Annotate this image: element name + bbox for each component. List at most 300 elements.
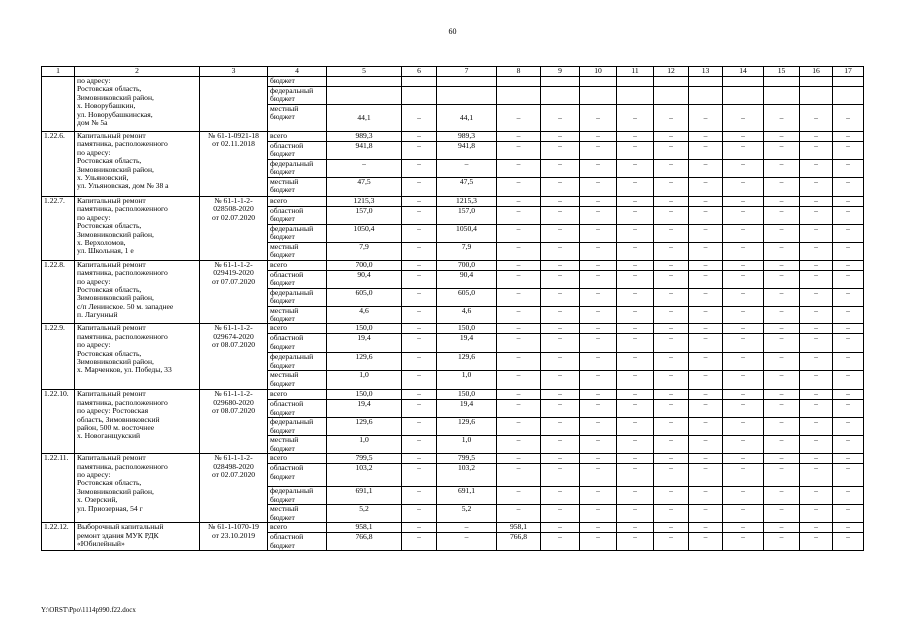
text-line: по адресу: <box>77 276 111 286</box>
value-cell: – <box>580 533 617 551</box>
funding-source-cell: местный бюджет <box>268 178 327 197</box>
text-line: х. Новоганщукский <box>77 431 141 441</box>
value-cell: – <box>833 390 864 400</box>
value-cell: 691,1 <box>327 487 402 505</box>
funding-source-cell: областной бюджет <box>268 533 327 551</box>
table-row <box>42 197 864 207</box>
text-line: 028508-2020 <box>213 204 254 214</box>
value-cell <box>327 77 402 87</box>
funding-source-cell: федеральный бюджет <box>268 353 327 371</box>
value-cell: – <box>617 243 654 261</box>
value-cell: – <box>689 105 723 132</box>
value-cell: – <box>497 270 541 288</box>
value-cell: – <box>541 260 580 270</box>
text-line: № 61-1-1-2- <box>214 453 253 463</box>
value-cell <box>833 87 864 105</box>
value-cell: – <box>402 243 437 261</box>
column-number-header: 14 <box>723 67 764 77</box>
value-cell: 1,0 <box>327 371 402 390</box>
table-row <box>42 324 864 334</box>
value-cell: – <box>800 523 833 533</box>
value-cell: – <box>833 371 864 390</box>
value-cell: 150,0 <box>437 324 497 334</box>
value-cell: – <box>617 105 654 132</box>
column-number-header: 1 <box>42 67 75 77</box>
value-cell: – <box>541 390 580 400</box>
value-cell: – <box>402 132 437 142</box>
column-number-header: 13 <box>689 67 723 77</box>
value-cell: – <box>497 207 541 225</box>
text-line: Капитальный ремонт <box>77 453 146 463</box>
text-line: № 61-1-0921-18 <box>208 131 259 140</box>
value-cell: 766,8 <box>497 533 541 551</box>
value-cell: – <box>402 390 437 400</box>
value-cell: – <box>617 371 654 390</box>
value-cell: – <box>497 178 541 197</box>
value-cell: 47,5 <box>437 178 497 197</box>
value-cell: – <box>402 142 437 160</box>
value-cell: 989,3 <box>327 132 402 142</box>
column-number-row <box>42 67 864 77</box>
value-cell: – <box>654 160 689 178</box>
value-cell: – <box>497 260 541 270</box>
value-cell: – <box>402 523 437 533</box>
value-cell: – <box>617 464 654 487</box>
text-line: район, 500 м. восточнее <box>77 423 155 433</box>
value-cell: – <box>833 288 864 306</box>
value-cell: – <box>654 371 689 390</box>
object-cell <box>75 390 200 454</box>
value-cell: – <box>764 105 800 132</box>
value-cell: – <box>764 306 800 324</box>
value-cell: – <box>541 142 580 160</box>
value-cell: – <box>497 243 541 261</box>
value-cell: – <box>689 505 723 523</box>
entry-number-cell: 1.22.7. <box>42 197 75 261</box>
value-cell <box>327 87 402 105</box>
text-line: № 61-1-1-2- <box>214 196 253 205</box>
value-cell: 44,1 <box>327 105 402 132</box>
value-cell: – <box>800 353 833 371</box>
value-cell <box>689 87 723 105</box>
value-cell: – <box>723 142 764 160</box>
value-cell: – <box>580 390 617 400</box>
value-cell: – <box>654 197 689 207</box>
column-number-header: 15 <box>764 67 800 77</box>
text-line: от 07.07.2020 <box>211 276 256 286</box>
value-cell: – <box>654 505 689 523</box>
value-cell: – <box>654 487 689 505</box>
value-cell: – <box>833 454 864 464</box>
footer-file-path: Y:\ORST\Ppo\1114p990.f22.docx <box>41 606 136 614</box>
value-cell: – <box>402 533 437 551</box>
value-cell: – <box>689 334 723 353</box>
value-cell <box>764 77 800 87</box>
value-cell: 90,4 <box>327 270 402 288</box>
value-cell: 958,1 <box>497 523 541 533</box>
value-cell: 5,2 <box>327 505 402 523</box>
value-cell: – <box>764 400 800 418</box>
value-cell: – <box>723 132 764 142</box>
value-cell: – <box>580 132 617 142</box>
value-cell <box>617 77 654 87</box>
object-cell <box>75 197 200 261</box>
value-cell: – <box>580 353 617 371</box>
value-cell: – <box>800 418 833 436</box>
value-cell: – <box>580 371 617 390</box>
value-cell: – <box>723 334 764 353</box>
text-line: Ростовская область, <box>77 285 142 295</box>
text-line: п. Лагунный <box>77 310 118 320</box>
text-line: памятника, расположенного <box>77 331 168 341</box>
column-number-header: 3 <box>200 67 268 77</box>
text-line: Ростовская область, <box>77 84 142 94</box>
value-cell: – <box>689 243 723 261</box>
value-cell: – <box>402 160 437 178</box>
value-cell: – <box>723 390 764 400</box>
value-cell: – <box>654 390 689 400</box>
text-line: памятника, расположенного <box>77 461 168 471</box>
value-cell: – <box>833 505 864 523</box>
value-cell: – <box>723 306 764 324</box>
text-line: от 23.10.2019 <box>211 530 256 540</box>
value-cell <box>764 87 800 105</box>
text-line: 029680-2020 <box>213 397 254 407</box>
value-cell: – <box>689 288 723 306</box>
value-cell: – <box>833 306 864 324</box>
funding-source-cell: федеральный бюджет <box>268 225 327 243</box>
entry-number-cell: 1.22.12. <box>42 523 75 551</box>
value-cell: – <box>497 390 541 400</box>
funding-source-cell: местный бюджет <box>268 306 327 324</box>
value-cell: – <box>654 436 689 454</box>
value-cell: – <box>402 105 437 132</box>
value-cell: – <box>541 334 580 353</box>
value-cell: – <box>833 260 864 270</box>
value-cell: – <box>617 334 654 353</box>
value-cell: – <box>689 178 723 197</box>
value-cell: – <box>580 178 617 197</box>
value-cell: – <box>833 207 864 225</box>
value-cell <box>800 77 833 87</box>
value-cell: – <box>497 487 541 505</box>
value-cell: – <box>764 505 800 523</box>
value-cell: – <box>541 324 580 334</box>
funding-source-cell: всего <box>268 454 327 464</box>
value-cell: – <box>654 334 689 353</box>
document-cell <box>200 197 268 261</box>
value-cell: – <box>580 334 617 353</box>
text-line: Ростовская область, <box>77 156 142 166</box>
value-cell: – <box>541 464 580 487</box>
value-cell: – <box>541 132 580 142</box>
value-cell <box>541 87 580 105</box>
entry-number-cell: 1.22.11. <box>42 454 75 523</box>
value-cell: – <box>497 105 541 132</box>
text-line: памятника, расположенного <box>77 204 168 214</box>
text-line: х. Верхоломов, <box>77 238 126 248</box>
funding-source-cell: всего <box>268 197 327 207</box>
text-line: область, Зимовниковский <box>77 414 160 424</box>
value-cell: – <box>541 160 580 178</box>
value-cell: – <box>497 132 541 142</box>
value-cell: – <box>723 400 764 418</box>
value-cell: – <box>617 288 654 306</box>
value-cell: – <box>580 270 617 288</box>
text-line: Зимовниковский район, <box>77 92 154 102</box>
value-cell: – <box>654 400 689 418</box>
value-cell: – <box>497 306 541 324</box>
value-cell: – <box>654 178 689 197</box>
value-cell: – <box>723 178 764 197</box>
value-cell: – <box>617 197 654 207</box>
value-cell: – <box>617 142 654 160</box>
text-line: Зимовниковский район, <box>77 486 154 496</box>
document-cell <box>200 454 268 523</box>
value-cell: 129,6 <box>327 418 402 436</box>
value-cell: – <box>723 207 764 225</box>
value-cell: – <box>541 288 580 306</box>
value-cell: – <box>402 418 437 436</box>
object-cell <box>75 454 200 523</box>
value-cell: – <box>764 197 800 207</box>
value-cell: 5,2 <box>437 505 497 523</box>
value-cell: 4,6 <box>437 306 497 324</box>
object-cell <box>75 260 200 324</box>
text-line: Капитальный ремонт <box>77 131 146 140</box>
text-line: памятника, расположенного <box>77 268 168 278</box>
value-cell: – <box>800 142 833 160</box>
value-cell: – <box>723 371 764 390</box>
value-cell: – <box>654 207 689 225</box>
value-cell: 103,2 <box>437 464 497 487</box>
value-cell: – <box>764 243 800 261</box>
value-cell <box>723 87 764 105</box>
value-cell <box>497 77 541 87</box>
value-cell: – <box>580 288 617 306</box>
value-cell: – <box>723 353 764 371</box>
column-number-header: 7 <box>437 67 497 77</box>
budget-table <box>41 66 864 551</box>
value-cell: – <box>764 142 800 160</box>
value-cell: – <box>689 142 723 160</box>
value-cell: – <box>437 523 497 533</box>
text-line: от 08.07.2020 <box>211 340 256 350</box>
text-line: памятника, расположенного <box>77 397 168 407</box>
value-cell <box>654 77 689 87</box>
funding-source-cell: областной бюджет <box>268 207 327 225</box>
value-cell: – <box>617 324 654 334</box>
value-cell: – <box>580 197 617 207</box>
value-cell: – <box>654 260 689 270</box>
value-cell: – <box>617 390 654 400</box>
value-cell: – <box>402 260 437 270</box>
value-cell: – <box>402 464 437 487</box>
value-cell: – <box>541 353 580 371</box>
value-cell: – <box>437 533 497 551</box>
value-cell: – <box>654 225 689 243</box>
value-cell: 4,6 <box>327 306 402 324</box>
value-cell: – <box>580 142 617 160</box>
value-cell: – <box>833 142 864 160</box>
value-cell: – <box>764 324 800 334</box>
value-cell: – <box>497 400 541 418</box>
value-cell: – <box>617 306 654 324</box>
value-cell: – <box>800 454 833 464</box>
value-cell: 766,8 <box>327 533 402 551</box>
text-line: Ростовская область, <box>77 478 142 488</box>
value-cell: – <box>800 197 833 207</box>
value-cell: – <box>764 454 800 464</box>
value-cell: – <box>723 324 764 334</box>
value-cell: – <box>497 418 541 436</box>
text-line: № 61-1-1-2- <box>214 389 253 399</box>
value-cell: 1215,3 <box>437 197 497 207</box>
value-cell: 129,6 <box>437 353 497 371</box>
value-cell: – <box>723 243 764 261</box>
value-cell: – <box>800 371 833 390</box>
value-cell <box>437 87 497 105</box>
value-cell: 799,5 <box>327 454 402 464</box>
value-cell: 1215,3 <box>327 197 402 207</box>
value-cell: – <box>833 243 864 261</box>
text-line: Зимовниковский район, <box>77 229 154 239</box>
value-cell: – <box>689 533 723 551</box>
value-cell: – <box>437 160 497 178</box>
value-cell: – <box>833 270 864 288</box>
value-cell: – <box>723 105 764 132</box>
entry-number-cell: 1.22.9. <box>42 324 75 390</box>
value-cell: – <box>723 288 764 306</box>
value-cell <box>437 77 497 87</box>
value-cell: – <box>764 334 800 353</box>
value-cell: – <box>764 436 800 454</box>
text-line: Зимовниковский район, <box>77 357 154 367</box>
column-number-header: 2 <box>75 67 200 77</box>
value-cell: – <box>723 270 764 288</box>
text-line: по адресу: <box>77 340 111 350</box>
column-number-header: 11 <box>617 67 654 77</box>
value-cell: – <box>580 105 617 132</box>
value-cell: – <box>800 334 833 353</box>
value-cell: – <box>617 132 654 142</box>
value-cell: – <box>833 160 864 178</box>
value-cell: – <box>764 533 800 551</box>
funding-source-cell: областной бюджет <box>268 464 327 487</box>
value-cell: – <box>723 533 764 551</box>
value-cell: – <box>833 400 864 418</box>
value-cell: – <box>654 270 689 288</box>
value-cell: – <box>541 371 580 390</box>
value-cell: – <box>833 418 864 436</box>
value-cell: – <box>654 288 689 306</box>
value-cell: – <box>654 418 689 436</box>
value-cell: – <box>541 487 580 505</box>
value-cell: – <box>689 464 723 487</box>
object-cell <box>75 324 200 390</box>
value-cell: – <box>800 505 833 523</box>
table-row <box>42 260 864 270</box>
value-cell: 1,0 <box>437 436 497 454</box>
text-line: 028498-2020 <box>213 461 254 471</box>
value-cell <box>497 87 541 105</box>
value-cell: 103,2 <box>327 464 402 487</box>
value-cell <box>654 87 689 105</box>
value-cell: – <box>402 270 437 288</box>
text-line: Капитальный ремонт <box>77 323 146 333</box>
value-cell: – <box>541 225 580 243</box>
value-cell: – <box>654 105 689 132</box>
value-cell: – <box>800 207 833 225</box>
value-cell: – <box>800 306 833 324</box>
value-cell: 1,0 <box>437 371 497 390</box>
value-cell: – <box>617 533 654 551</box>
value-cell: 19,4 <box>327 334 402 353</box>
funding-source-cell: местный бюджет <box>268 436 327 454</box>
value-cell <box>402 77 437 87</box>
funding-source-cell: бюджет <box>268 77 327 87</box>
document-cell <box>200 260 268 324</box>
value-cell: – <box>497 353 541 371</box>
entry-number-cell <box>42 77 75 132</box>
value-cell: – <box>723 487 764 505</box>
value-cell: – <box>541 400 580 418</box>
value-cell: – <box>654 454 689 464</box>
value-cell: 691,1 <box>437 487 497 505</box>
value-cell: – <box>497 334 541 353</box>
value-cell: – <box>654 132 689 142</box>
value-cell: – <box>580 400 617 418</box>
value-cell <box>580 77 617 87</box>
value-cell: – <box>402 324 437 334</box>
table-row <box>42 523 864 533</box>
value-cell: – <box>689 225 723 243</box>
value-cell: – <box>402 334 437 353</box>
funding-source-cell: местный бюджет <box>268 371 327 390</box>
value-cell: – <box>654 243 689 261</box>
value-cell: – <box>689 160 723 178</box>
value-cell: 90,4 <box>437 270 497 288</box>
value-cell: – <box>800 160 833 178</box>
value-cell: – <box>800 533 833 551</box>
value-cell: 799,5 <box>437 454 497 464</box>
value-cell: – <box>497 436 541 454</box>
value-cell: – <box>654 523 689 533</box>
text-line: Капитальный ремонт <box>77 260 146 269</box>
value-cell: – <box>541 178 580 197</box>
funding-source-cell: местный бюджет <box>268 105 327 132</box>
table-row <box>42 132 864 142</box>
value-cell: – <box>617 523 654 533</box>
value-cell: 700,0 <box>437 260 497 270</box>
value-cell: 958,1 <box>327 523 402 533</box>
funding-source-cell: федеральный бюджет <box>268 87 327 105</box>
value-cell: – <box>833 487 864 505</box>
value-cell: – <box>800 243 833 261</box>
entry-number-cell: 1.22.8. <box>42 260 75 324</box>
value-cell: – <box>800 390 833 400</box>
value-cell: – <box>541 105 580 132</box>
value-cell: – <box>654 324 689 334</box>
value-cell: 129,6 <box>327 353 402 371</box>
value-cell: 44,1 <box>437 105 497 132</box>
text-line: дом № 5а <box>77 118 108 128</box>
value-cell: – <box>541 523 580 533</box>
value-cell: – <box>764 523 800 533</box>
value-cell: – <box>723 260 764 270</box>
value-cell: – <box>580 243 617 261</box>
text-line: от 02.11.2018 <box>212 139 255 149</box>
